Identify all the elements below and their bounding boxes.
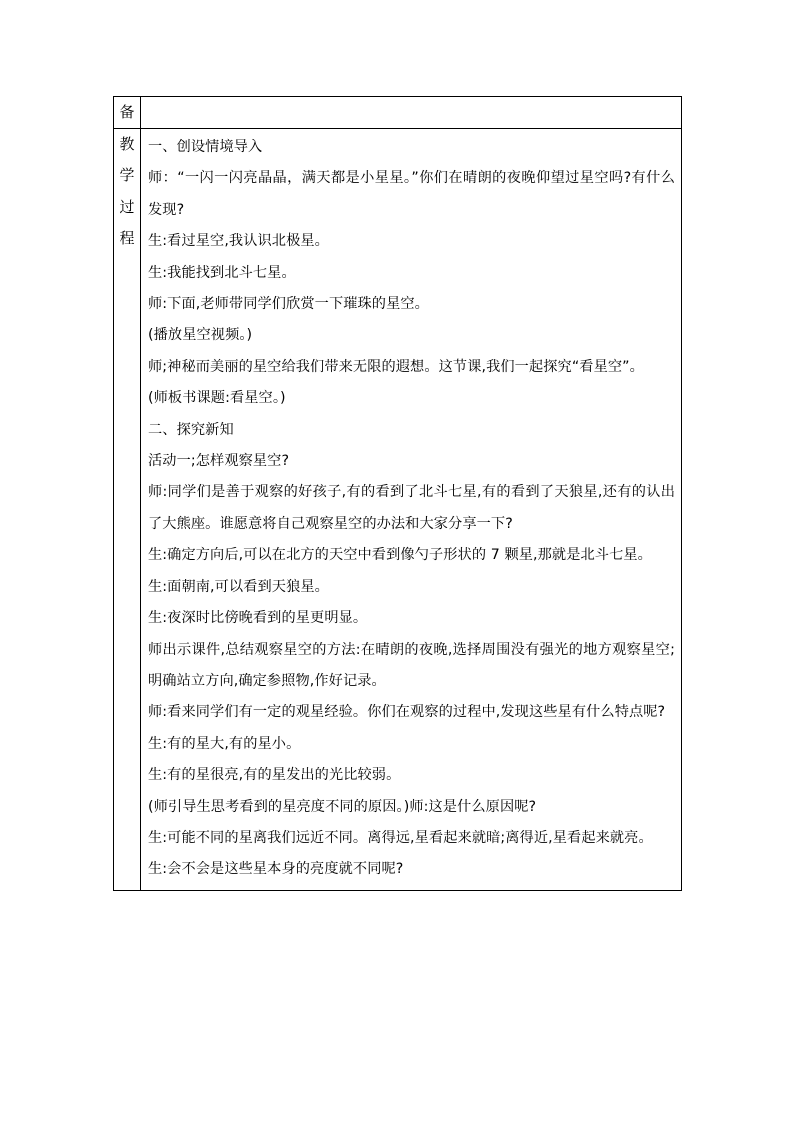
paragraph: 活动一;怎样观察星空?: [148, 453, 290, 470]
paragraph: 生:有的星大,有的星小。: [148, 735, 301, 752]
paragraph: (播放星空视频。): [148, 327, 253, 344]
paragraph: 生:会不会是这些星本身的亮度就不同呢?: [148, 861, 404, 878]
paragraph: 生:面朝南,可以看到天狼星。: [148, 578, 329, 595]
paragraph: 生:我能找到北斗七星。: [148, 264, 296, 281]
paragraph: (师板书课题:看星空。): [148, 390, 286, 407]
section-heading: 一、创设情境导入: [148, 139, 263, 155]
paragraph: 师:下面,老师带同学们欣赏一下璀珠的星空。: [148, 296, 429, 313]
label-char: 过: [119, 197, 135, 216]
label-char: 教: [119, 135, 135, 153]
teaching-process-row: [114, 129, 682, 891]
paragraph: 生:夜深时比傍晚看到的星更明显。: [148, 610, 368, 627]
teaching-process-label: [114, 129, 141, 891]
paragraph: 生:可能不同的星离我们远近不同。离得远,星看起来就暗;离得近,星看起来就亮。: [148, 829, 653, 846]
paragraph: 生:确定方向后,可以在北方的天空中看到像勺子形状的 7 颗星,那就是北斗七星。: [148, 547, 652, 564]
teaching-process-content: [141, 129, 682, 891]
paragraph: 生:看过星空,我认识北极星。: [148, 233, 329, 250]
paragraph: 师：“一闪一闪亮晶晶，满天都是小星星。”你们在晴朗的夜晚仰望过星空吗?有什么发现?: [148, 170, 675, 218]
paragraph: 师出示课件,总结观察星空的方法:在晴朗的夜晚,选择周围没有强光的地方观察星空;明确站立方向,确定参照物,作好记录。: [148, 641, 675, 689]
section-heading: 二、探究新知: [148, 421, 234, 438]
paragraph: 师;神秘而美丽的星空给我们带来无限的遐想。这节课,我们一起探究“看星空”。: [148, 358, 644, 375]
paragraph: 生:有的星很亮,有的星发出的光比较弱。: [148, 767, 401, 784]
lesson-plan-table: [113, 96, 682, 891]
notes-row: [114, 97, 682, 129]
notes-content: [141, 97, 682, 129]
label-char: 学: [119, 166, 135, 185]
label-char: 程: [119, 229, 135, 248]
paragraph: (师引导生思考看到的星亮度不同的原因。)师:这是什么原因呢?: [148, 798, 537, 815]
paragraph: 师:看来同学们有一定的观星经验。你们在观察的过程中,发现这些星有什么特点呢?: [148, 704, 666, 721]
notes-label: 备: [114, 97, 141, 129]
paragraph: 师:同学们是善于观察的好孩子,有的看到了北斗七星,有的看到了天狼星,还有的认出了大熊座。谁愿意将自己观察星空的办法和大家分享一下?: [148, 484, 675, 532]
